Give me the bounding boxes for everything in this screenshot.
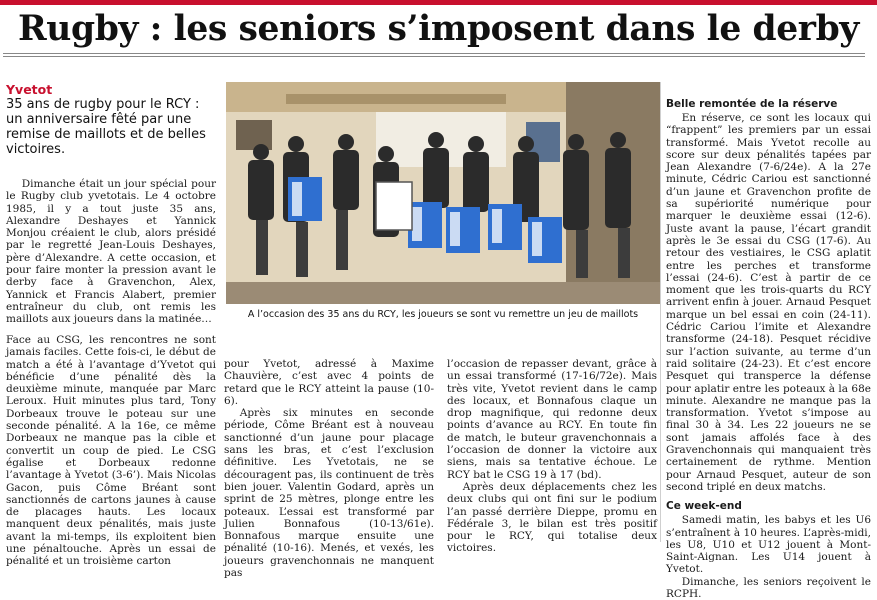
column-4-paragraph-1: En réserve, ce sont les locaux qui “frappent” les premiers par un essai transformé. Mais Yvetot recolle au score sur deux pénalités tapées par Jean Alexandre (7-6/24e). A la 27e minute, Cédric Cariou est sanctionné d’un jaune et Gravenchon profite de sa supériorité numérique pour marquer le deuxième essai (12-6). Juste avant la pause, l’écart grandit après le 3e essai du CSG (17-6). Au retour des vestiaires, le CSG aplatit entre les perches et transforme l’essai (24-6). C’est à partir de ce moment que les trois-quarts du RCY arrivent enfin à jouer. Arnaud Pesquet marque un bel essai en coin (24-11). Cédric Cariou l’imite et Alexandre transforme (24-18). Pesquet récidive sur l’action suivante, au terme d’un raid solitaire (24-23). Et c’est encore Pesquet qui transperce la défense pour aplatir entre les poteaux à la 68e minute. Alexandre ne manque pas la transformation. Yvetot s’impose au final 30 à 34. Les 22 joueurs ne se sont jamais affolés face à des Gravenchonnais qui manquaient très certainement de rythme. Mention pour Arnaud Pesquet, auteur de son second triplé en deux matchs.: [666, 112, 871, 493]
subhead-weekend: Ce week-end: [666, 500, 742, 513]
column-4-paragraph-2: Samedi matin, les babys et les U6 s’entraînent à 10 heures. L’après-midi, les U8, U10 et U12 jouent à Mont-Saint-Aignan. Les U14 jouent à Yvetot.: [666, 514, 871, 576]
article-deck: 35 ans de rugby pour le RCY : un anniversaire fêté par une remise de maillots et de belles victoires.: [6, 97, 206, 157]
subhead-reserve: Belle remontée de la réserve: [666, 98, 838, 110]
team-photo-illustration: [226, 82, 660, 304]
column-1-paragraph: Face au CSG, les rencontres ne sont jamais faciles. Cette fois-ci, le début de match a été à l’avantage d’Yvetot qui bénéficie d’une pénalité dès la deuxième minute, manquée par Marc Leroux. Huit minutes plus tard, Tony Dorbeaux trouve le poteau sur une seconde pénalité. A la 16e, ce même Dorbeaux ne manque pas la cible et convertit un coup de pied. Le CSG égalise et Dorbeaux redonne l’avantage à Yvetot (3-6’). Mais Nicolas Gacon, puis Côme Bréant sont sanctionnés de cartons jaunes à cause de placages hauts. Les locaux manquent deux pénalités, mais juste avant la mi-temps, ils exploitent bien une pénaltouche. Après un essai de pénalité et un troisième carton: [6, 334, 216, 568]
column-2-paragraph-1: pour Yvetot, adressé à Maxime Chauvière, c’est avec 4 points de retard que le RCY atteint la pause (10-6).: [224, 358, 434, 407]
column-3-paragraph-1: l’occasion de repasser devant, grâce à un essai transformé (17-16/72e). Mais très vite, Yvetot revient dans le camp des locaux, et Bonnafous claque un drop magnifique, qui redonne deux points d’avance au RCY. En toute fin de match, le buteur gravenchonnais a l’occasion de donner la victoire aux siens, mais sa tentative échoue. Le RCY bat le CSG 19 à 17 (bd).: [447, 358, 657, 481]
kicker-location: Yvetot: [6, 82, 53, 97]
top-color-bar: [0, 0, 877, 5]
photo-caption: A l’occasion des 35 ans du RCY, les joueurs se sont vu remettre un jeu de maillots: [247, 309, 639, 320]
column-4-paragraph-3: Dimanche, les seniors reçoivent le RCPH.: [666, 575, 871, 600]
article-column-3: [447, 358, 657, 555]
article-column-2: [224, 358, 434, 580]
article-column-1: [6, 334, 216, 568]
article-column-4: [666, 98, 871, 600]
column-2-paragraph-2: Après six minutes en seconde période, Côme Bréant est à nouveau sanctionné d’un jaune pour placage sans les bras, et c’est l’exclusion définitive. Les Yvetotais, ne se découragent pas, ils continuent de très bien jouer. Valentin Godard, après un sprint de 25 mètres, plonge entre les poteaux. L’essai est transformé par Julien Bonnafous (10-13/61e). Bonnafous marque ensuite une pénalité (10-16). Menés, et vexés, les joueurs gravenchonnais ne manquent pas: [224, 407, 434, 580]
chapeau-paragraph: Dimanche était un jour spécial pour le Rugby club yvetotais. Le 4 octobre 1985, il y a tout juste 35 ans, Alexandre Deshayes et Yannick Monjou créaient le club, alors présidé par le regretté Jean-Louis Deshayes, père d’Alexandre. A cette occasion, et pour faire monter la pression avant le derby face à Gravenchon, Alex, Yannick et Francis Alabert, premier entraîneur du club, ont remis les maillots aux joueurs dans la matinée…: [6, 178, 216, 326]
article-chapeau: [6, 178, 216, 326]
headline-rule-top: [3, 53, 865, 54]
column-divider: [660, 82, 661, 542]
column-3-paragraph-2: Après deux déplacements chez les deux clubs qui ont fini sur le podium l’an passé derrière Dieppe, promu en Fédérale 3, le bilan est très positif pour le RCY, qui totalise deux victoires.: [447, 480, 657, 555]
team-photo: [226, 82, 660, 304]
headline: Rugby : les seniors s’imposent dans le derby: [18, 9, 859, 49]
headline-rule-bottom: [3, 56, 865, 57]
